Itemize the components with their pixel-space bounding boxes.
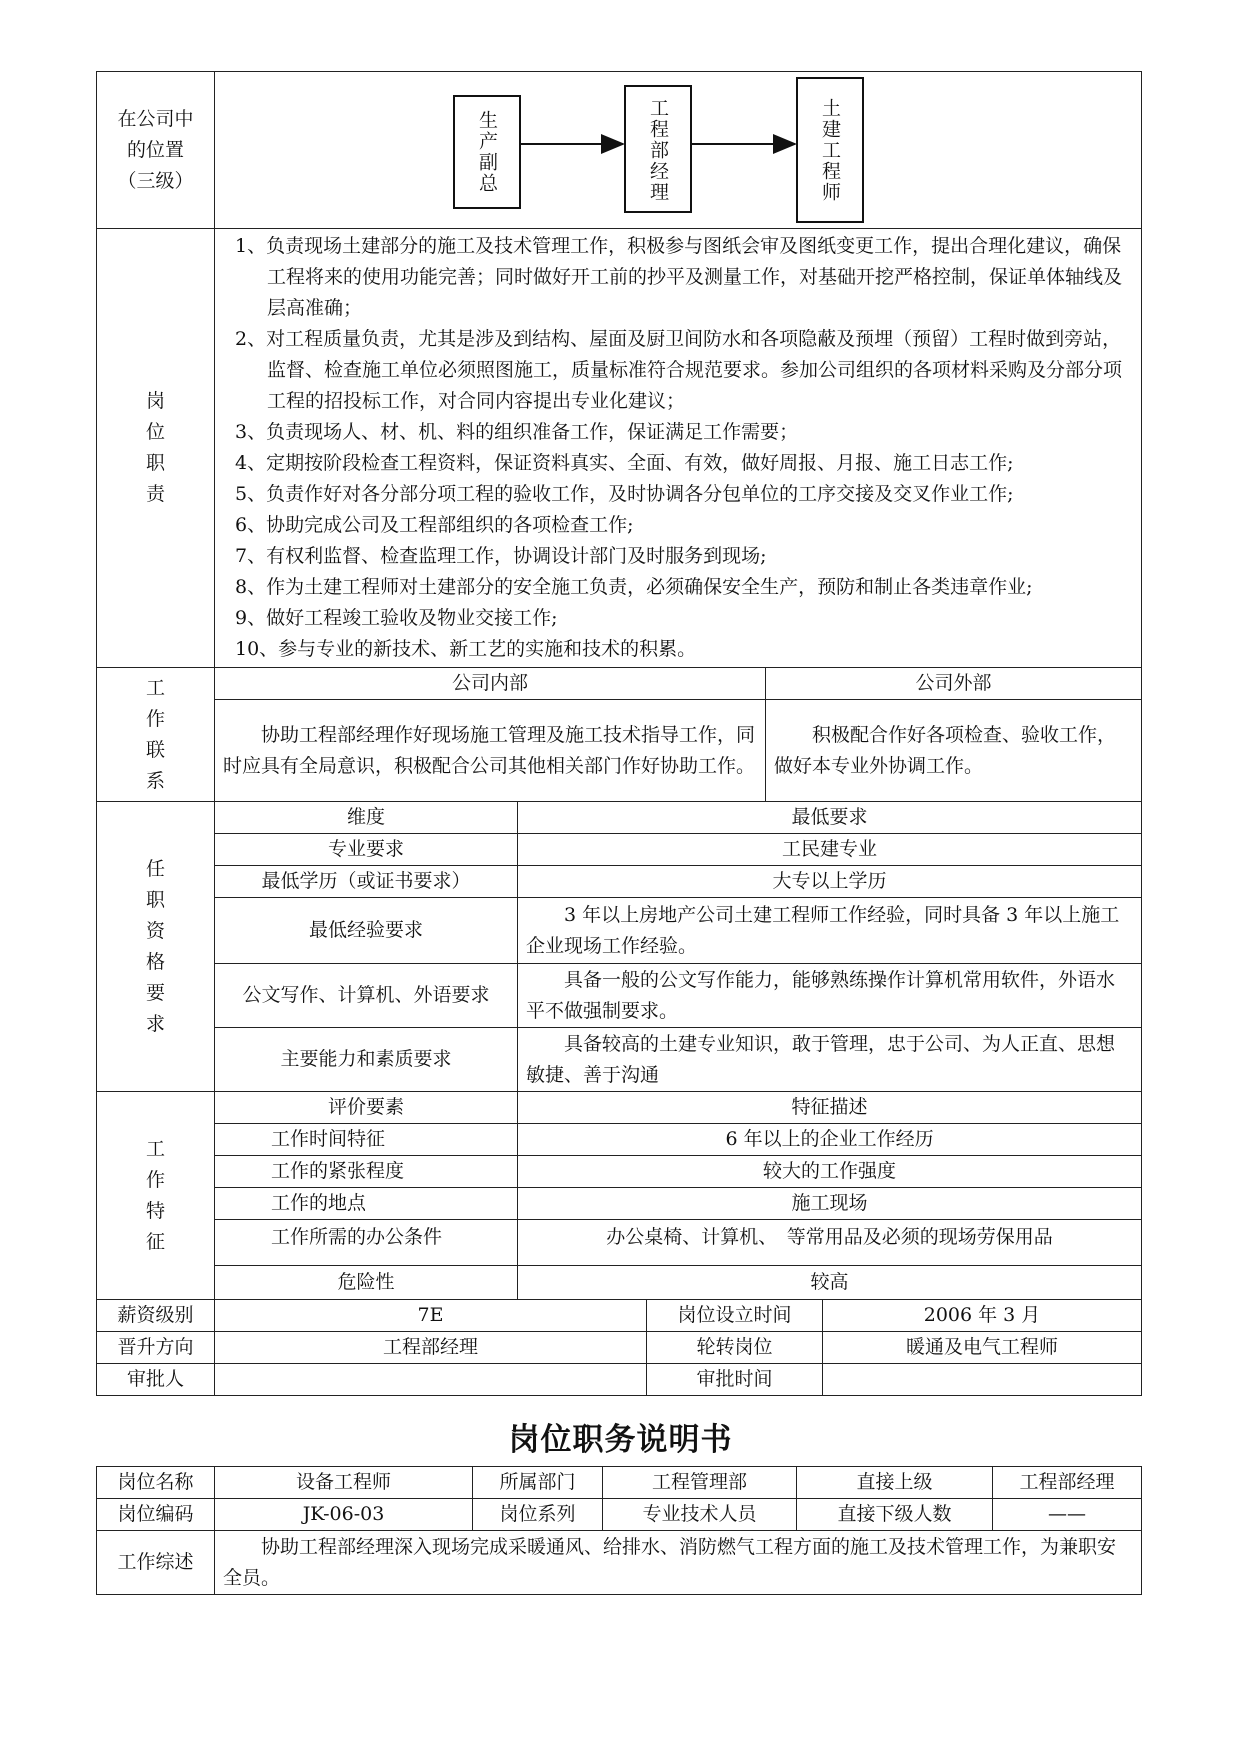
feature-header-row: [97, 1092, 1142, 1124]
feature-row: 危险性 较高: [97, 1266, 1142, 1300]
qual-row: 公文写作、计算机、外语要求 具备一般的公文写作能力，能够熟练操作计算机常用软件，外语水平不做强制要求。: [97, 964, 1142, 1028]
duty-item: 1、负责现场土建部分的施工及技术管理工作，积极参与图纸会审及图纸变更工作，提出合理化建议，确保工程将来的使用功能完善；同时做好开工前的抄平及测量工作，对基础开挖严格控制，保证单体轴线及层高准确；: [235, 235, 1123, 319]
position-name: 设备工程师: [215, 1467, 473, 1499]
org-chart: [215, 72, 1140, 228]
org-text-engineer: 土建工程师: [819, 97, 841, 203]
approval-time-value: [823, 1364, 1142, 1396]
feature-desc-header: 特征描述: [518, 1092, 1142, 1124]
feature-row: 工作的地点 施工现场: [97, 1188, 1142, 1220]
contacts-internal-header: 公司内部: [215, 668, 766, 700]
qual-row: 专业要求 工民建专业: [97, 834, 1142, 866]
duty-item: 5、负责作好对各分部分项工程的验收工作，及时协调各分包单位的工序交接及交叉作业工作;: [235, 483, 1014, 505]
basic-info-row-1: 岗位名称 设备工程师 所属部门 工程管理部 直接上级 工程部经理: [97, 1467, 1142, 1499]
contacts-label: 工 作 联 系: [97, 668, 215, 802]
position-series: 专业技术人员: [603, 1499, 797, 1531]
approval-time-label: 审批时间: [647, 1364, 823, 1396]
subordinate-count: ——: [993, 1499, 1142, 1531]
summary-text: 协助工程部经理深入现场完成采暖通风、给排水、消防燃气工程方面的施工及技术管理工作，为兼职安全员。: [215, 1531, 1142, 1595]
position-code: JK-06-03: [215, 1499, 473, 1531]
document-title: 岗位职务说明书: [508, 1422, 733, 1458]
duty-item: 10、参与专业的新技术、新工艺的实施和技术的积累。: [235, 638, 697, 660]
position-label: 在公司中 的位置 （三级）: [97, 72, 215, 229]
position-row: [97, 72, 1142, 229]
promotion-label: 晋升方向: [97, 1332, 215, 1364]
qual-row: 最低学历（或证书要求） 大专以上学历: [97, 866, 1142, 898]
promotion-row: [97, 1332, 1142, 1364]
features-label: 工 作 特 征: [97, 1092, 215, 1300]
duty-item: 6、协助完成公司及工程部组织的各项检查工作;: [235, 514, 634, 536]
contacts-header-row: [97, 668, 1142, 700]
job-description-table: [96, 1466, 1142, 1595]
duty-item: 7、有权利监督、检查监理工作，协调设计部门及时服务到现场;: [235, 545, 767, 567]
contacts-external-header: 公司外部: [766, 668, 1142, 700]
salary-value: 7E: [215, 1300, 647, 1332]
feature-row: 工作时间特征 6 年以上的企业工作经历: [97, 1124, 1142, 1156]
org-chart-cell: [215, 72, 1142, 229]
summary-row: [97, 1531, 1142, 1595]
duty-item: 4、定期按阶段检查工程资料，保证资料真实、全面、有效，做好周报、月报、施工日志工作;: [235, 452, 1014, 474]
approver-label: 审批人: [97, 1364, 215, 1396]
feature-row: 工作所需的办公条件 办公桌椅、计算机、 等常用品及必须的现场劳保用品: [97, 1220, 1142, 1266]
duty-item: 2、对工程质量负责，尤其是涉及到结构、屋面及厨卫间防水和各项隐蔽及预埋（预留）工程时做到旁站，监督、检查施工单位必须照图施工，质量标准符合规范要求。参加公司组织的各项材料采购及分部分项工程的招投标工作，对合同内容提出专业化建议；: [235, 328, 1123, 412]
feature-row: 工作的紧张程度 较大的工作强度: [97, 1156, 1142, 1188]
summary-label: 工作综述: [97, 1531, 215, 1595]
rotation-value: 暖通及电气工程师: [823, 1332, 1142, 1364]
contacts-internal-text: 协助工程部经理作好现场施工管理及施工技术指导工作，同时应具有全局意识，积极配合公司其他相关部门作好协助工作。: [215, 700, 766, 802]
duty-item: 3、负责现场人、材、机、料的组织准备工作，保证满足工作需要；: [235, 421, 799, 443]
org-text-manager: 工程部经理: [647, 97, 669, 203]
qual-dimension-header: 维度: [215, 802, 518, 834]
job-description-table-continued: [96, 71, 1142, 1396]
qual-label: 任 职 资 格 要 求: [97, 802, 215, 1092]
duty-item: 8、作为土建工程师对土建部分的安全施工负责，必须确保安全生产，预防和制止各类违章作业;: [235, 576, 1033, 598]
direct-supervisor: 工程部经理: [993, 1467, 1142, 1499]
duties-label: 岗 位 职 责: [97, 229, 215, 668]
duty-item: 9、做好工程竣工验收及物业交接工作;: [235, 607, 558, 629]
department: 工程管理部: [603, 1467, 797, 1499]
basic-info-row-2: 岗位编码 JK-06-03 岗位系列 专业技术人员 直接下级人数 ——: [97, 1499, 1142, 1531]
promotion-value: 工程部经理: [215, 1332, 647, 1364]
qual-row: 主要能力和素质要求 具备较高的土建专业知识，敢于管理，忠于公司、为人正直、思想敏捷、善于沟通: [97, 1028, 1142, 1092]
contacts-external-text: 积极配合作好各项检查、验收工作，做好本专业外协调工作。: [766, 700, 1142, 802]
qual-row: 最低经验要求 3 年以上房地产公司土建工程师工作经验，同时具备 3 年以上施工企业现场工作经验。: [97, 898, 1142, 964]
approval-row: [97, 1364, 1142, 1396]
setup-time-value: 2006 年 3 月: [823, 1300, 1142, 1332]
setup-time-label: 岗位设立时间: [647, 1300, 823, 1332]
org-text-vp: 生产副总: [476, 110, 498, 194]
duties-row: [97, 229, 1142, 668]
feature-factor-header: 评价要素: [215, 1092, 518, 1124]
duties-list: [215, 229, 1142, 668]
qual-requirement-header: 最低要求: [518, 802, 1142, 834]
rotation-label: 轮转岗位: [647, 1332, 823, 1364]
salary-row: [97, 1300, 1142, 1332]
approver-value: [215, 1364, 647, 1396]
qual-header-row: [97, 802, 1142, 834]
contacts-body-row: [97, 700, 1142, 802]
salary-label: 薪资级别: [97, 1300, 215, 1332]
